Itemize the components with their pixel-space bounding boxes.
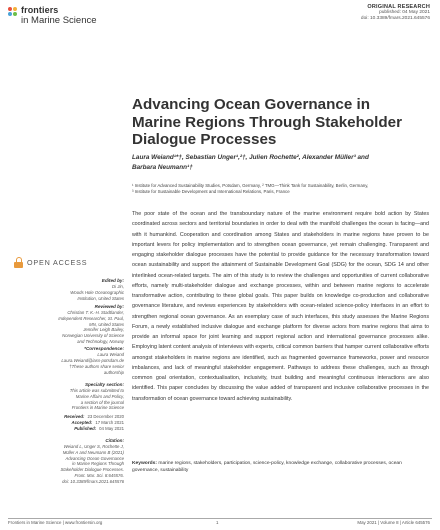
open-access-badge[interactable] [14,257,126,268]
keywords [132,461,429,475]
authorship-note [14,364,124,376]
keywords-label: Keywords: [132,461,158,466]
edited-by-section [14,278,124,301]
open-lock-icon [14,257,23,268]
citation-label: Citation: [105,438,124,443]
citation-line: Stakeholder Dialogue Processes. [60,467,124,473]
specialty-line: This article was submitted to [69,388,124,393]
reviewer-line: MN, United States [89,321,124,327]
brand-name: frontiers [21,5,59,15]
specialty-line: Marine Affairs and Policy, [75,393,124,399]
authors-line-2[interactable]: Barbara Neumann¹† [132,163,193,171]
page-footer [8,520,430,525]
citation-line: Front. Mar. Sci. 8:645576. [74,472,124,478]
journal-name: in Marine Science [21,15,97,26]
reviewer-line: Norwegian University of Science [62,333,124,339]
article-title: Advancing Ocean Governance in Marine Regions Through Stakeholder Dialogue Processes [132,96,403,148]
footer-divider [8,518,432,519]
edited-by-label: Edited by: [101,278,124,283]
note-line: authorship [103,369,124,375]
note-line: †These authors share senior [69,364,124,369]
date-value: 17 March 2021 [95,419,124,425]
date-label: Accepted: [71,419,93,425]
citation-line: Weiand L, Unger S, Rochette J, [63,444,124,449]
frontiers-logo-icon [8,7,18,17]
affiliations [132,183,432,195]
affiliation-2: ³ Institute for Sustainable Development and International Relations, Paris, France [132,189,290,195]
open-access-label: OPEN ACCESS [27,258,88,267]
footer-journal-link[interactable]: Frontiers in Marine Science | www.frontiersin.org [8,520,103,525]
published-date: published: 04 May 2021 [379,10,430,16]
specialty-line: a section of the journal [80,399,124,405]
citation-line: in Marine Regions Through [72,461,124,467]
page-number: 1 [216,520,219,525]
keywords-list: marine regions, stakeholders, participation, science-policy, knowledge exchange, collaborative processes, ocean governance, sustainability [132,461,402,473]
reviewer-line[interactable]: Christian T. K.-H. Stadtlander, [67,310,124,315]
article-type: ORIGINAL RESEARCH [367,4,430,10]
reviewer-line: and Technology, Norway [77,338,124,344]
citation-line: Advancing Ocean Governance [65,455,124,461]
citation-section [14,438,124,485]
dates-section [14,414,124,431]
specialty-section [14,382,124,411]
correspondent-name: Laura Weiand [97,352,124,357]
citation-doi[interactable]: doi: 10.3389/fmars.2021.645576 [62,478,124,484]
affiliation-1: ¹ Institute for Advanced Sustainability Studies, Potsdam, Germany, ² TMG—Think Tank for Sustainability, Berlin, Germany, [132,183,369,188]
correspondence-label: *Correspondence: [84,346,124,351]
reviewer-line[interactable]: Jennifer Leigh Bailey, [83,327,124,333]
authors-line-1[interactable]: Laura Weiand¹*†, Sebastian Unger¹,²†, Julien Rochette², Alexander Müller³ and [132,154,369,161]
date-value: 04 May 2021 [99,425,124,431]
specialty-line: Frontiers in Marine Science [71,405,124,411]
reviewed-by-label: Reviewed by: [94,304,124,309]
editor-line[interactable]: Di Jin, [112,284,124,289]
editor-line: Woods Hole Oceanographic [70,289,124,295]
correspondence-section [14,346,124,364]
reviewed-by-section [14,304,124,345]
abstract-text: The poor state of the ocean and the transboundary nature of the marine environment require bold action by States coordinated across sectors and territorial boundaries in order to deal with the manifold challenges the ocean is facing—and with it humankind. Cooperation and coordination among States and stakeholders in marine regions have proven to be important levers for policy implementation and to strengthen ocean governance, yet remain challenging. Transparent and engaging stakeholder dialogue processes have the potential to provide guidance for the necessary transformation toward ocean sustainability and support the attainment of Sustainable Development Goal (SDG) for the ocean, SDG 14 and other interlinked ocean-related targets. The aim of this study is to review the challenges and opportunities of current collaborative efforts, namely multi-stakeholder dialogue and exchange processes, within and between marine regions to accelerate transformative action, contributing to these global goals. This paper builds on knowledge co-production and collaborative governance literature, and reviews experiences by stakeholders with ocean-related science-policy interfaces in an effort to strengthen regional ocean governance. As an exemplary case of such interfaces, this study assesses the Marine Regions Forum, a newly established inclusive dialogue and exchange platform for diverse actors from marine regions that aims to provide an informal space for joint learning and support regional action and international governance processes alike. Employing latent content analysis of interviews with experts, critical common barriers that hamper current collaborative efforts amongst stakeholders in marine regions are identified, such as fragmented governance frameworks, power and resource imbalances, and lack of meaningful stakeholder engagement. Pathways to address these challenges, such as through common goal orientation, contextualisation, inclusivity, trust building and meaningful continuous interactions are also identified. This paper concludes by discussing the value added of transparent and inclusive collaborative processes in the transformation of ocean governance toward achieving sustainability. [132,211,429,402]
editor-line: Institution, United States [77,295,124,301]
header-doi[interactable]: doi: 10.3389/fmars.2021.645576 [360,15,430,21]
author-list [132,153,432,172]
citation-line: Müller A and Neumann B (2021) [62,449,124,455]
reviewer-line: Independent Researcher, St. Paul, [58,315,124,321]
date-label: Received: [64,414,85,419]
article-meta [361,4,430,21]
date-label: Published: [74,425,97,431]
correspondent-email[interactable]: Laura.Weiand@iass-potsdam.de [61,357,124,363]
date-value: 23 December 2020 [87,414,124,419]
specialty-label: Specialty section: [84,382,124,387]
footer-volume-info: May 2021 | Volume 8 | Article 645576 [357,520,430,525]
published-date-side [14,426,124,432]
frontiers-logo[interactable] [8,6,97,26]
